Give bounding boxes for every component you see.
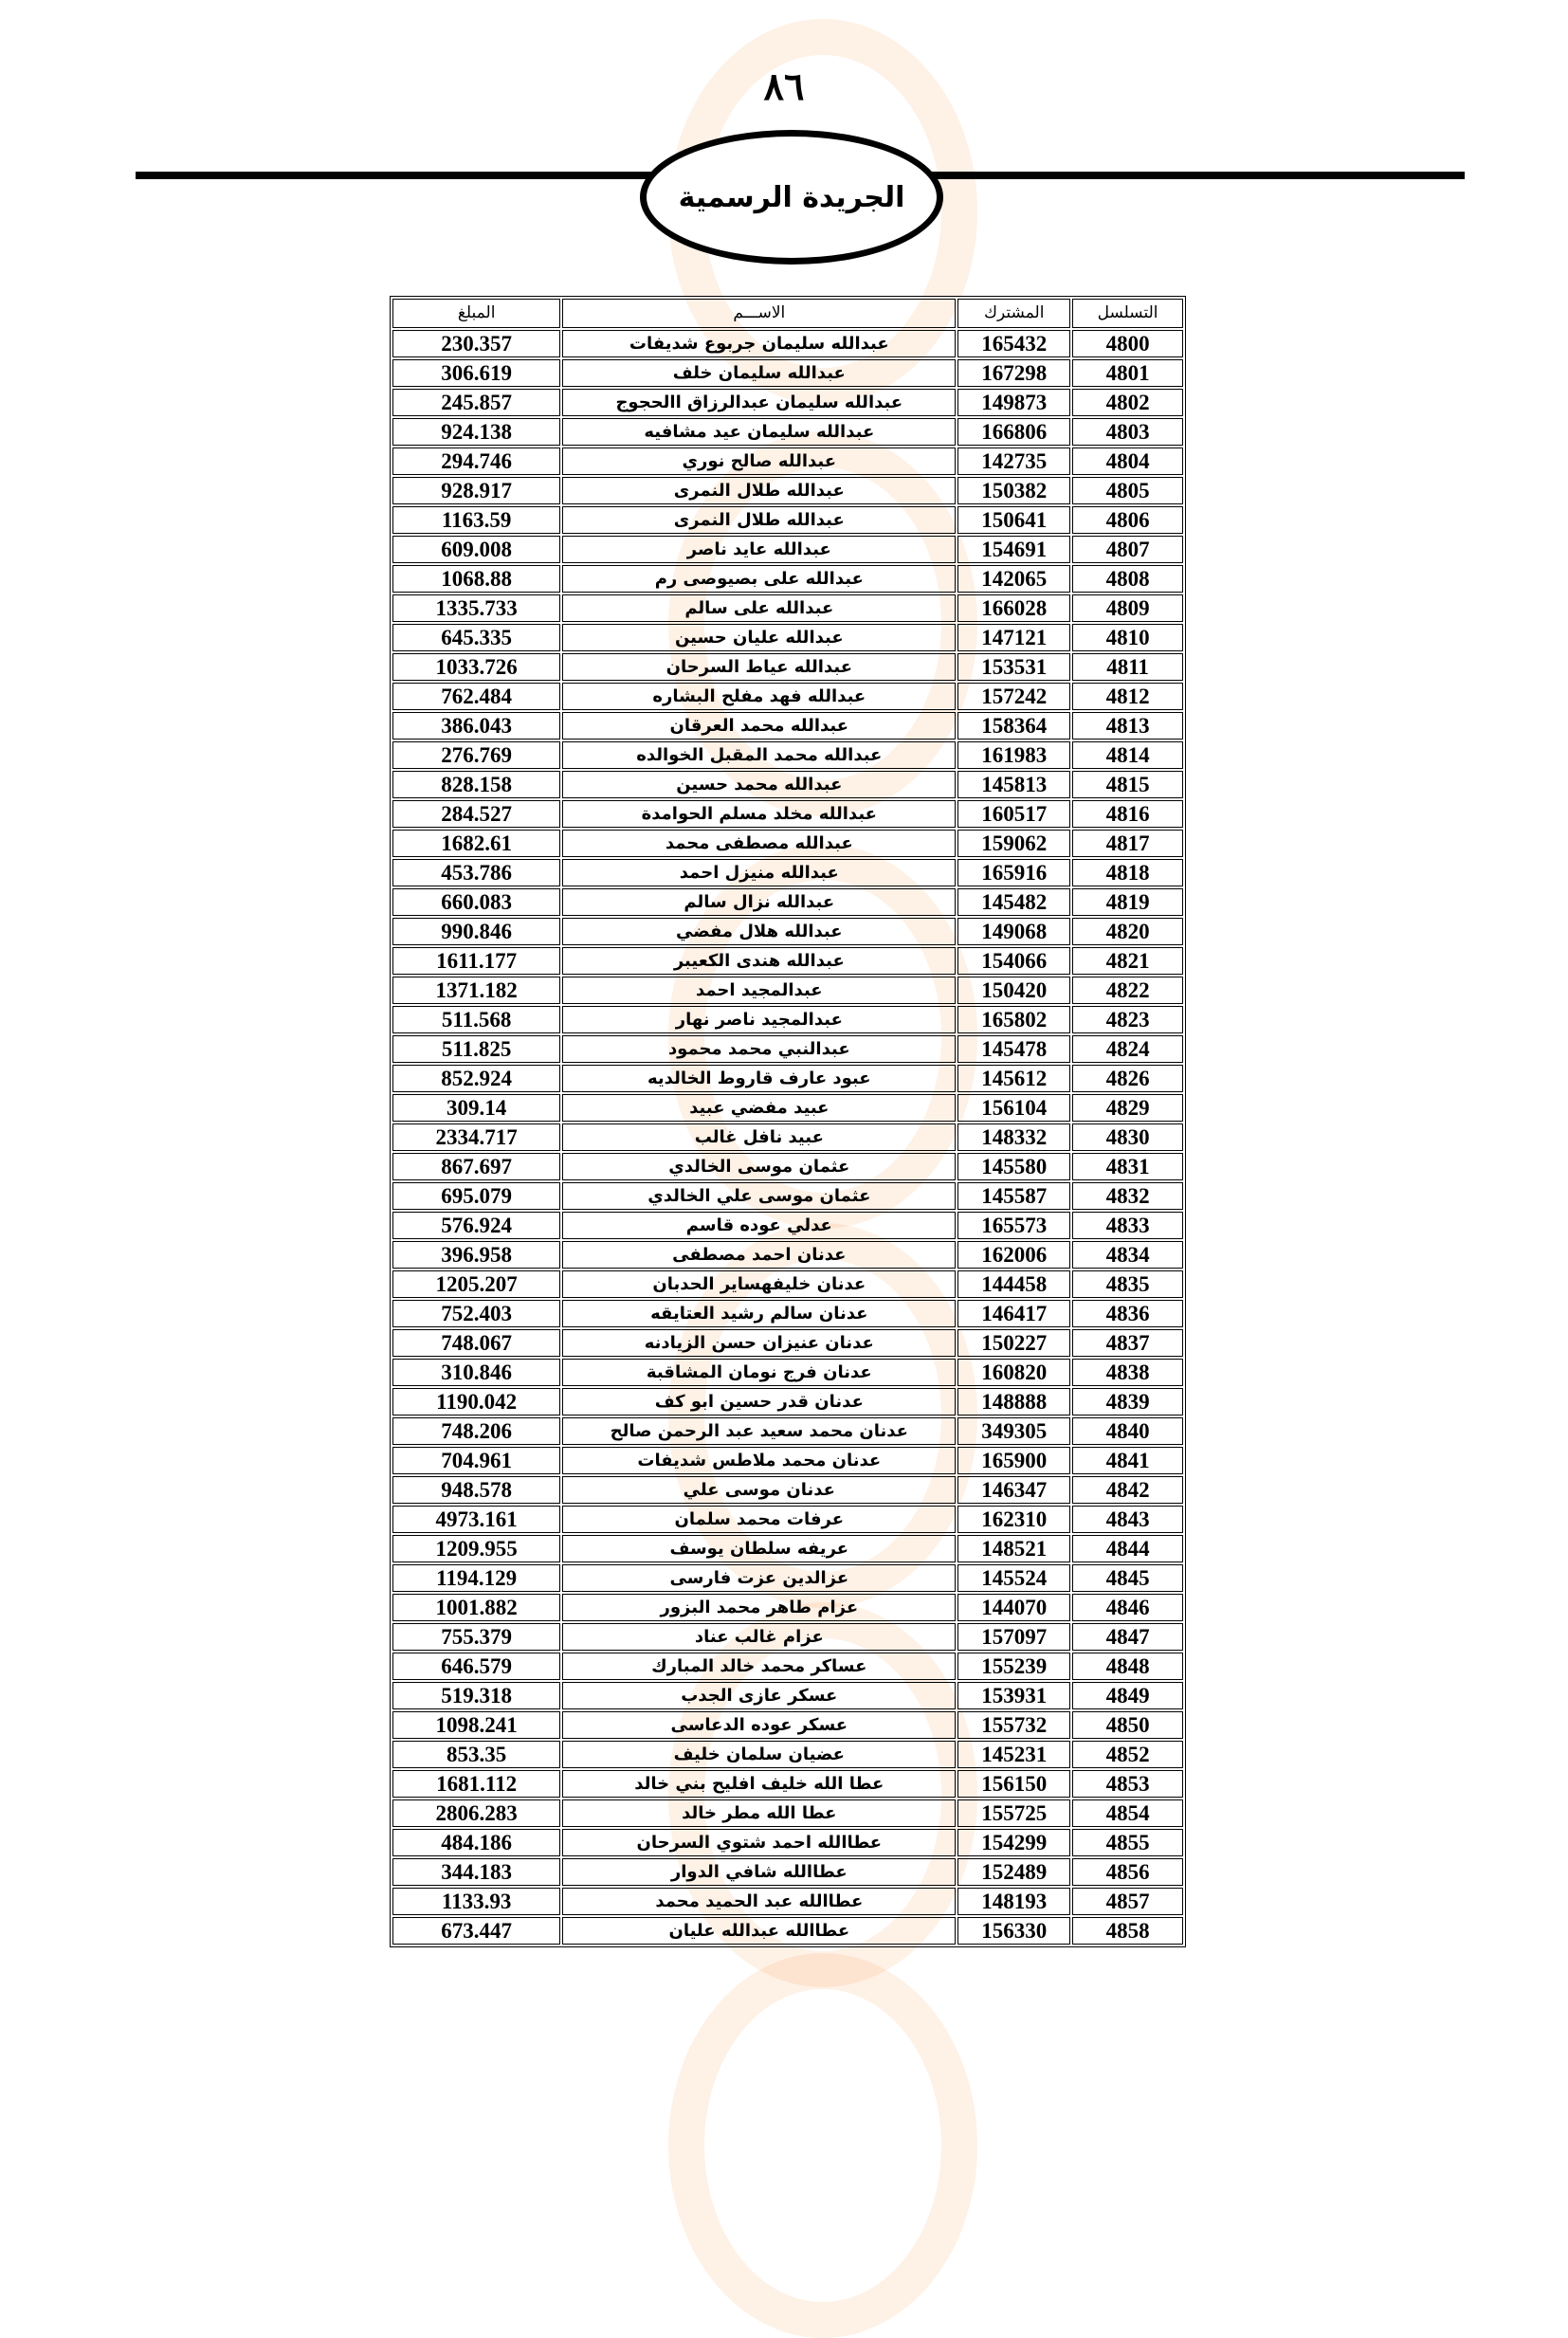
cell-subscriber: 145612	[957, 1065, 1070, 1092]
cell-subscriber: 156104	[957, 1094, 1070, 1122]
cell-name: عدنان قدر حسين ابو كف	[562, 1388, 956, 1416]
cell-subscriber: 150420	[957, 977, 1070, 1004]
cell-name: عثمان موسى علي الخالدي	[562, 1182, 956, 1210]
cell-amount: 748.067	[392, 1329, 560, 1357]
cell-serial: 4800	[1072, 330, 1183, 357]
table-row	[392, 830, 1183, 857]
cell-name: عطاالله احمد شتوي السرحان	[562, 1829, 956, 1856]
cell-name: عساكر محمد خالد المبارك	[562, 1653, 956, 1680]
cell-amount: 867.697	[392, 1153, 560, 1180]
table-row	[392, 389, 1183, 416]
cell-name: عدنان سالم رشيد العتايقه	[562, 1300, 956, 1327]
cell-subscriber: 145482	[957, 888, 1070, 916]
cell-serial: 4845	[1072, 1564, 1183, 1592]
cell-serial: 4854	[1072, 1799, 1183, 1827]
cell-subscriber: 153531	[957, 653, 1070, 681]
cell-name: عطاالله عبد الحميد محمد	[562, 1888, 956, 1915]
cell-name: عبدالله سليمان جربوع شديفات	[562, 330, 956, 357]
cell-subscriber: 157242	[957, 683, 1070, 710]
cell-subscriber: 166806	[957, 418, 1070, 446]
cell-subscriber: 145231	[957, 1741, 1070, 1768]
cell-name: عطا الله خليف افليح بني خالد	[562, 1770, 956, 1798]
cell-amount: 1209.955	[392, 1535, 560, 1562]
header-name: الاســـم	[562, 299, 956, 328]
table-row	[392, 359, 1183, 387]
cell-subscriber: 154691	[957, 536, 1070, 563]
cell-amount: 310.846	[392, 1359, 560, 1386]
cell-serial: 4842	[1072, 1476, 1183, 1504]
header-serial: التسلسل	[1072, 299, 1183, 328]
cell-amount: 948.578	[392, 1476, 560, 1504]
cell-serial: 4850	[1072, 1711, 1183, 1739]
cell-subscriber: 165802	[957, 1006, 1070, 1033]
cell-subscriber: 162310	[957, 1506, 1070, 1533]
cell-name: عبدالله سليمان عبدالرزاق االحجوج	[562, 389, 956, 416]
cell-name: عبدالله محمد المقبل الخوالده	[562, 741, 956, 769]
table-row	[392, 1182, 1183, 1210]
cell-serial: 4821	[1072, 947, 1183, 975]
cell-subscriber: 153931	[957, 1682, 1070, 1709]
cell-amount: 762.484	[392, 683, 560, 710]
table-row	[392, 1476, 1183, 1504]
cell-subscriber: 145524	[957, 1564, 1070, 1592]
cell-subscriber: 142735	[957, 448, 1070, 475]
cell-name: عدنان محمد سعيد عبد الرحمن صالح	[562, 1417, 956, 1445]
header-subscriber: المشترك	[957, 299, 1070, 328]
cell-name: عدنان محمد ملاطس شديفات	[562, 1447, 956, 1474]
cell-serial: 4843	[1072, 1506, 1183, 1533]
cell-amount: 853.35	[392, 1741, 560, 1768]
table-row	[392, 624, 1183, 651]
cell-name: عدنان خليفهساير الحدبان	[562, 1270, 956, 1298]
table-row	[392, 1741, 1183, 1768]
cell-serial: 4855	[1072, 1829, 1183, 1856]
cell-name: عثمان موسى الخالدي	[562, 1153, 956, 1180]
table-row	[392, 1888, 1183, 1915]
cell-amount: 1068.88	[392, 565, 560, 593]
cell-name: عريفه سلطان يوسف	[562, 1535, 956, 1562]
cell-amount: 1190.042	[392, 1388, 560, 1416]
cell-subscriber: 145478	[957, 1035, 1070, 1063]
cell-subscriber: 162006	[957, 1241, 1070, 1269]
cell-name: عبدالله سليمان عيد مشافيه	[562, 418, 956, 446]
cell-serial: 4804	[1072, 448, 1183, 475]
publication-title-oval	[640, 130, 943, 265]
cell-serial: 4817	[1072, 830, 1183, 857]
cell-subscriber: 150382	[957, 477, 1070, 504]
cell-serial: 4822	[1072, 977, 1183, 1004]
cell-amount: 4973.161	[392, 1506, 560, 1533]
cell-name: عزالدين عزت فارسى	[562, 1564, 956, 1592]
cell-subscriber: 147121	[957, 624, 1070, 651]
cell-subscriber: 167298	[957, 359, 1070, 387]
table-row	[392, 771, 1183, 798]
table-row	[392, 1829, 1183, 1856]
cell-name: عدنان عنيزان حسن الزيادنه	[562, 1329, 956, 1357]
table-row	[392, 1006, 1183, 1033]
cell-name: عطاالله عبدالله عليان	[562, 1917, 956, 1945]
cell-name: عبدالله صالح نوري	[562, 448, 956, 475]
header-amount: المبلغ	[392, 299, 560, 328]
cell-amount: 695.079	[392, 1182, 560, 1210]
cell-name: عبيد مفضي عبيد	[562, 1094, 956, 1122]
cell-subscriber: 148332	[957, 1123, 1070, 1151]
cell-subscriber: 144458	[957, 1270, 1070, 1298]
table-row	[392, 1153, 1183, 1180]
cell-serial: 4858	[1072, 1917, 1183, 1945]
cell-name: عسكر عازى الجدب	[562, 1682, 956, 1709]
cell-name: عبدالله فهد مفلح البشاره	[562, 683, 956, 710]
cell-serial: 4820	[1072, 918, 1183, 945]
cell-subscriber: 145587	[957, 1182, 1070, 1210]
cell-serial: 4836	[1072, 1300, 1183, 1327]
cell-serial: 4824	[1072, 1035, 1183, 1063]
cell-serial: 4813	[1072, 712, 1183, 740]
cell-subscriber: 149068	[957, 918, 1070, 945]
cell-amount: 396.958	[392, 1241, 560, 1269]
page-number: ٨٦	[763, 65, 805, 108]
cell-subscriber: 160820	[957, 1359, 1070, 1386]
table-row	[392, 1065, 1183, 1092]
cell-subscriber: 156150	[957, 1770, 1070, 1798]
cell-serial: 4801	[1072, 359, 1183, 387]
cell-amount: 1194.129	[392, 1564, 560, 1592]
cell-name: عبدالمجيد احمد	[562, 977, 956, 1004]
cell-name: عبدالله محمد حسين	[562, 771, 956, 798]
cell-amount: 660.083	[392, 888, 560, 916]
cell-name: عبدالله مخلد مسلم الحوامدة	[562, 800, 956, 828]
cell-subscriber: 150641	[957, 506, 1070, 534]
cell-subscriber: 165573	[957, 1212, 1070, 1239]
cell-serial: 4838	[1072, 1359, 1183, 1386]
cell-serial: 4847	[1072, 1623, 1183, 1651]
cell-serial: 4811	[1072, 653, 1183, 681]
cell-name: عبدالله طلال النمرى	[562, 506, 956, 534]
cell-amount: 245.857	[392, 389, 560, 416]
cell-subscriber: 165900	[957, 1447, 1070, 1474]
cell-serial: 4829	[1072, 1094, 1183, 1122]
cell-subscriber: 159062	[957, 830, 1070, 857]
table-row	[392, 536, 1183, 563]
cell-serial: 4808	[1072, 565, 1183, 593]
cell-amount: 928.917	[392, 477, 560, 504]
cell-subscriber: 160517	[957, 800, 1070, 828]
table-body	[392, 330, 1183, 1945]
cell-name: عسكر عوده الدعاسى	[562, 1711, 956, 1739]
cell-subscriber: 155732	[957, 1711, 1070, 1739]
table-row	[392, 1094, 1183, 1122]
cell-name: عطا الله مطر خالد	[562, 1799, 956, 1827]
cell-amount: 1163.59	[392, 506, 560, 534]
cell-subscriber: 145580	[957, 1153, 1070, 1180]
table-row	[392, 1711, 1183, 1739]
cell-subscriber: 145813	[957, 771, 1070, 798]
cell-name: عبدالله على سالم	[562, 594, 956, 622]
table-row	[392, 947, 1183, 975]
cell-name: عبدالله هلال مفضي	[562, 918, 956, 945]
cell-amount: 752.403	[392, 1300, 560, 1327]
cell-amount: 828.158	[392, 771, 560, 798]
cell-subscriber: 154299	[957, 1829, 1070, 1856]
table-row	[392, 448, 1183, 475]
cell-subscriber: 154066	[957, 947, 1070, 975]
cell-subscriber: 166028	[957, 594, 1070, 622]
cell-serial: 4839	[1072, 1388, 1183, 1416]
cell-amount: 284.527	[392, 800, 560, 828]
cell-subscriber: 152489	[957, 1858, 1070, 1886]
table-row	[392, 330, 1183, 357]
table-row	[392, 1535, 1183, 1562]
cell-subscriber: 148193	[957, 1888, 1070, 1915]
payments-table	[390, 296, 1186, 1947]
cell-serial: 4812	[1072, 683, 1183, 710]
cell-amount: 1681.112	[392, 1770, 560, 1798]
cell-amount: 386.043	[392, 712, 560, 740]
cell-amount: 519.318	[392, 1682, 560, 1709]
cell-subscriber: 158364	[957, 712, 1070, 740]
cell-amount: 1611.177	[392, 947, 560, 975]
payments-table-container	[390, 296, 1186, 1947]
cell-amount: 1682.61	[392, 830, 560, 857]
cell-subscriber: 156330	[957, 1917, 1070, 1945]
cell-name: عبدالنبي محمد محمود	[562, 1035, 956, 1063]
cell-name: عبدالله طلال النمرى	[562, 477, 956, 504]
table-row	[392, 1417, 1183, 1445]
cell-name: عدلي عوده قاسم	[562, 1212, 956, 1239]
cell-subscriber: 155725	[957, 1799, 1070, 1827]
cell-serial: 4815	[1072, 771, 1183, 798]
cell-name: عرفات محمد سلمان	[562, 1506, 956, 1533]
cell-subscriber: 146417	[957, 1300, 1070, 1327]
cell-name: عزام طاهر محمد البزور	[562, 1594, 956, 1621]
cell-serial: 4833	[1072, 1212, 1183, 1239]
cell-serial: 4856	[1072, 1858, 1183, 1886]
table-row	[392, 594, 1183, 622]
cell-name: عبدالله منيزل احمد	[562, 859, 956, 886]
table-row	[392, 1917, 1183, 1945]
cell-name: عبدالله سليمان خلف	[562, 359, 956, 387]
cell-amount: 309.14	[392, 1094, 560, 1122]
cell-subscriber: 155239	[957, 1653, 1070, 1680]
table-row	[392, 712, 1183, 740]
table-row	[392, 918, 1183, 945]
cell-serial: 4803	[1072, 418, 1183, 446]
cell-amount: 645.335	[392, 624, 560, 651]
table-row	[392, 1858, 1183, 1886]
table-row	[392, 1770, 1183, 1798]
cell-name: عدنان فرج نومان المشاقبة	[562, 1359, 956, 1386]
cell-name: عزام غالب عناد	[562, 1623, 956, 1651]
cell-serial: 4844	[1072, 1535, 1183, 1562]
table-row	[392, 1799, 1183, 1827]
publication-title: الجريدة الرسمية	[678, 180, 905, 214]
table-row	[392, 1123, 1183, 1151]
table-row	[392, 1564, 1183, 1592]
cell-subscriber: 165432	[957, 330, 1070, 357]
cell-amount: 1205.207	[392, 1270, 560, 1298]
cell-serial: 4846	[1072, 1594, 1183, 1621]
cell-amount: 306.619	[392, 359, 560, 387]
cell-amount: 1033.726	[392, 653, 560, 681]
table-row	[392, 977, 1183, 1004]
watermark-clock-logo	[668, 1953, 977, 2338]
cell-serial: 4834	[1072, 1241, 1183, 1269]
cell-subscriber: 144070	[957, 1594, 1070, 1621]
cell-serial: 4807	[1072, 536, 1183, 563]
table-row	[392, 800, 1183, 828]
table-row	[392, 1241, 1183, 1269]
cell-amount: 2806.283	[392, 1799, 560, 1827]
table-header-row	[392, 299, 1183, 328]
cell-serial: 4819	[1072, 888, 1183, 916]
cell-amount: 294.746	[392, 448, 560, 475]
table-row	[392, 1329, 1183, 1357]
cell-amount: 576.924	[392, 1212, 560, 1239]
cell-amount: 453.786	[392, 859, 560, 886]
table-row	[392, 1270, 1183, 1298]
cell-serial: 4840	[1072, 1417, 1183, 1445]
table-row	[392, 1359, 1183, 1386]
cell-serial: 4831	[1072, 1153, 1183, 1180]
cell-subscriber: 157097	[957, 1623, 1070, 1651]
cell-amount: 990.846	[392, 918, 560, 945]
table-row	[392, 1447, 1183, 1474]
cell-amount: 344.183	[392, 1858, 560, 1886]
cell-amount: 1001.882	[392, 1594, 560, 1621]
table-row	[392, 1388, 1183, 1416]
cell-serial: 4830	[1072, 1123, 1183, 1151]
cell-name: عبدالله عياط السرحان	[562, 653, 956, 681]
cell-serial: 4810	[1072, 624, 1183, 651]
cell-serial: 4818	[1072, 859, 1183, 886]
table-row	[392, 418, 1183, 446]
table-row	[392, 888, 1183, 916]
cell-subscriber: 149873	[957, 389, 1070, 416]
cell-amount: 1371.182	[392, 977, 560, 1004]
cell-name: عبدالله محمد العرقان	[562, 712, 956, 740]
table-row	[392, 683, 1183, 710]
cell-subscriber: 148521	[957, 1535, 1070, 1562]
cell-subscriber: 150227	[957, 1329, 1070, 1357]
cell-serial: 4816	[1072, 800, 1183, 828]
cell-serial: 4826	[1072, 1065, 1183, 1092]
table-row	[392, 1035, 1183, 1063]
cell-serial: 4837	[1072, 1329, 1183, 1357]
cell-name: عدنان احمد مصطفى	[562, 1241, 956, 1269]
table-row	[392, 1653, 1183, 1680]
cell-name: عبدالمجيد ناصر نهار	[562, 1006, 956, 1033]
cell-amount: 230.357	[392, 330, 560, 357]
table-row	[392, 1212, 1183, 1239]
table-row	[392, 741, 1183, 769]
cell-amount: 511.568	[392, 1006, 560, 1033]
cell-subscriber: 142065	[957, 565, 1070, 593]
cell-serial: 4849	[1072, 1682, 1183, 1709]
cell-serial: 4809	[1072, 594, 1183, 622]
cell-amount: 755.379	[392, 1623, 560, 1651]
table-row	[392, 1506, 1183, 1533]
cell-serial: 4802	[1072, 389, 1183, 416]
cell-name: عبدالله نزال سالم	[562, 888, 956, 916]
table-row	[392, 1300, 1183, 1327]
table-row	[392, 1594, 1183, 1621]
table-row	[392, 1623, 1183, 1651]
cell-serial: 4835	[1072, 1270, 1183, 1298]
cell-subscriber: 349305	[957, 1417, 1070, 1445]
cell-name: عضيان سلمان خليف	[562, 1741, 956, 1768]
cell-name: عبدالله عايد ناصر	[562, 536, 956, 563]
cell-serial: 4848	[1072, 1653, 1183, 1680]
table-row	[392, 477, 1183, 504]
cell-subscriber: 148888	[957, 1388, 1070, 1416]
cell-serial: 4814	[1072, 741, 1183, 769]
cell-serial: 4853	[1072, 1770, 1183, 1798]
cell-amount: 511.825	[392, 1035, 560, 1063]
table-row	[392, 859, 1183, 886]
table-row	[392, 506, 1183, 534]
cell-name: عدنان موسى علي	[562, 1476, 956, 1504]
cell-serial: 4852	[1072, 1741, 1183, 1768]
cell-name: عبود عارف قاروط الخالديه	[562, 1065, 956, 1092]
cell-serial: 4805	[1072, 477, 1183, 504]
cell-serial: 4823	[1072, 1006, 1183, 1033]
cell-amount: 484.186	[392, 1829, 560, 1856]
cell-name: عبدالله هندى الكعيبر	[562, 947, 956, 975]
cell-amount: 1335.733	[392, 594, 560, 622]
cell-name: عبدالله عليان حسين	[562, 624, 956, 651]
cell-name: عطاالله شافي الدوار	[562, 1858, 956, 1886]
cell-amount: 1098.241	[392, 1711, 560, 1739]
cell-subscriber: 165916	[957, 859, 1070, 886]
cell-amount: 852.924	[392, 1065, 560, 1092]
cell-subscriber: 146347	[957, 1476, 1070, 1504]
cell-serial: 4841	[1072, 1447, 1183, 1474]
cell-name: عبدالله مصطفى محمد	[562, 830, 956, 857]
cell-amount: 609.008	[392, 536, 560, 563]
cell-serial: 4857	[1072, 1888, 1183, 1915]
cell-amount: 276.769	[392, 741, 560, 769]
cell-amount: 673.447	[392, 1917, 560, 1945]
cell-name: عبيد نافل غالب	[562, 1123, 956, 1151]
table-row	[392, 1682, 1183, 1709]
cell-amount: 924.138	[392, 418, 560, 446]
table-row	[392, 565, 1183, 593]
cell-amount: 748.206	[392, 1417, 560, 1445]
cell-amount: 704.961	[392, 1447, 560, 1474]
cell-name: عبدالله على بصيوصى رم	[562, 565, 956, 593]
cell-subscriber: 161983	[957, 741, 1070, 769]
cell-amount: 1133.93	[392, 1888, 560, 1915]
cell-serial: 4806	[1072, 506, 1183, 534]
table-row	[392, 653, 1183, 681]
cell-serial: 4832	[1072, 1182, 1183, 1210]
cell-amount: 646.579	[392, 1653, 560, 1680]
cell-amount: 2334.717	[392, 1123, 560, 1151]
